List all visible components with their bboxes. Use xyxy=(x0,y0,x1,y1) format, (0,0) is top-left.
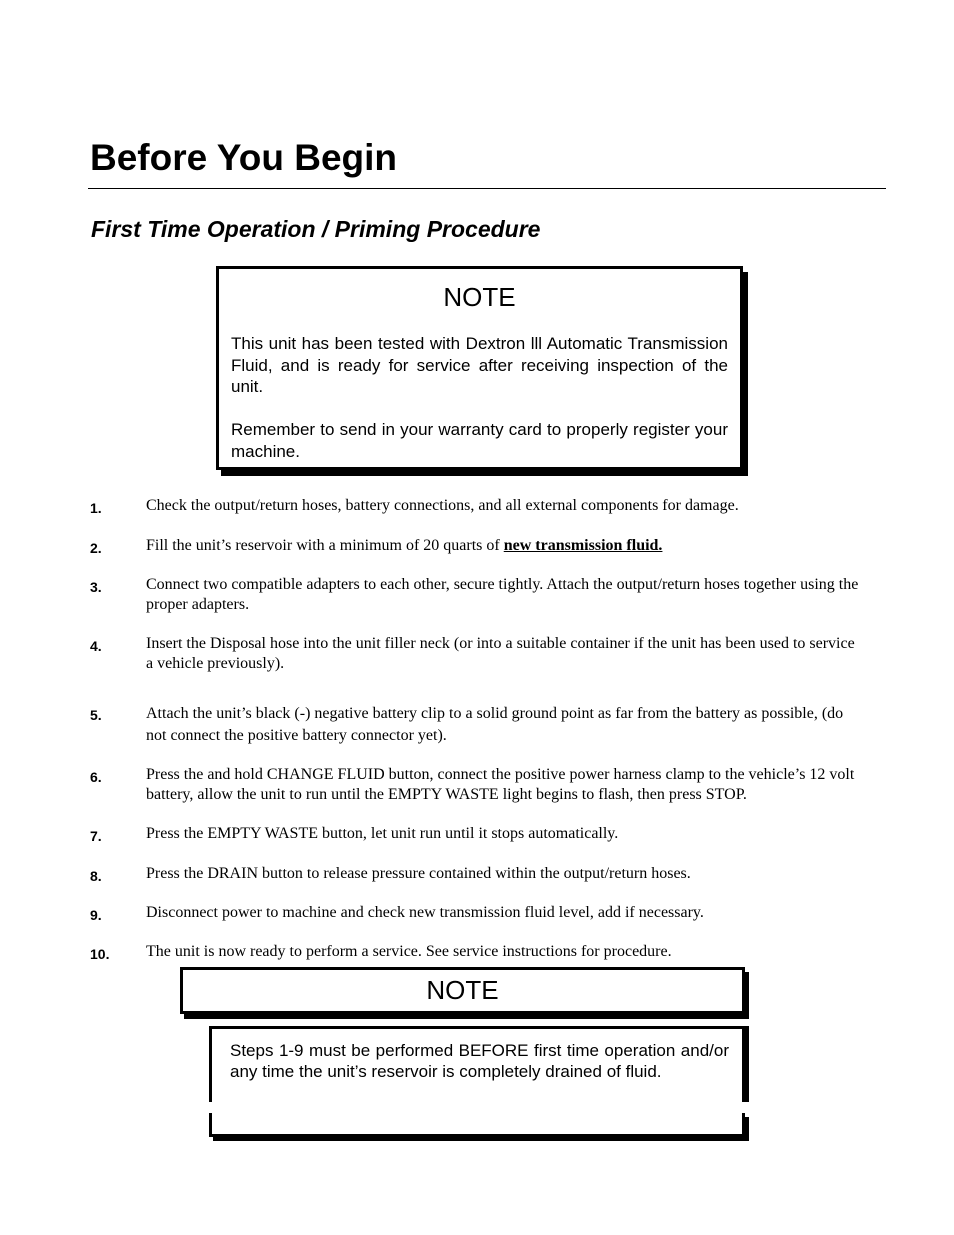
step-text-part: Fill the unit’s reservoir with a minimum of 20 quarts of xyxy=(146,537,504,554)
step-number: 10. xyxy=(90,946,110,962)
note-box-bottom-heading: NOTE xyxy=(180,967,745,1014)
page-title: Before You Begin xyxy=(90,137,398,178)
title-rule xyxy=(88,188,886,189)
step-number: 1. xyxy=(90,500,102,516)
note-box-bottom xyxy=(209,1026,745,1102)
step-number: 7. xyxy=(90,828,102,844)
step-text: Press the EMPTY WASTE button, let unit run until it stops automatically. xyxy=(146,825,619,842)
step-text: The unit is now ready to perform a service. See service instructions for procedure. xyxy=(146,943,672,960)
step-number: 6. xyxy=(90,769,102,785)
step-text: Check the output/return hoses, battery connections, and all external components for damage. xyxy=(146,497,739,514)
step-number: 5. xyxy=(90,707,102,723)
step-text: Insert the Disposal hose into the unit filler neck (or into a suitable container if the unit has been used to service a vehicle previously). xyxy=(146,635,855,672)
note-heading: NOTE xyxy=(443,282,516,312)
note-box-bottom-frame xyxy=(209,1113,745,1137)
step-emphasis: new transmission fluid. xyxy=(503,537,663,554)
note-paragraph: This unit has been tested with Dextron lll Automatic Transmission Fluid, and is ready for service after receiving inspection of the unit. xyxy=(231,334,728,396)
step-text: Press the and hold CHANGE FLUID button, connect the positive power harness clamp to the vehicle’s 12 volt battery, allow the unit to run until the EMPTY WASTE light begins to flash, then press STOP. xyxy=(146,766,855,803)
step-text: Connect two compatible adapters to each other, secure tightly. Attach the output/return hoses together using the proper adapters. xyxy=(146,576,859,613)
step-number: 9. xyxy=(90,907,102,923)
step-text: Disconnect power to machine and check new transmission fluid level, add if necessary. xyxy=(146,904,704,921)
note-paragraph: Remember to send in your warranty card to properly register your machine. xyxy=(231,420,728,461)
section-subtitle: First Time Operation / Priming Procedure xyxy=(91,216,541,242)
step-number: 2. xyxy=(90,540,102,556)
step-number: 8. xyxy=(90,868,102,884)
step-number: 3. xyxy=(90,579,102,595)
step-number: 4. xyxy=(90,638,102,654)
step-text: Press the DRAIN button to release pressure contained within the output/return hoses. xyxy=(146,865,691,882)
note-paragraph: Steps 1-9 must be performed BEFORE first time operation and/or any time the unit’s reservoir is completely drained of fluid. xyxy=(230,1041,729,1081)
step-text xyxy=(146,536,862,556)
step-text: Attach the unit’s black (-) negative battery clip to a solid ground point as far from the battery as possible, (do not connect the positive battery connector yet). xyxy=(146,705,844,744)
note-box-top xyxy=(216,266,743,470)
